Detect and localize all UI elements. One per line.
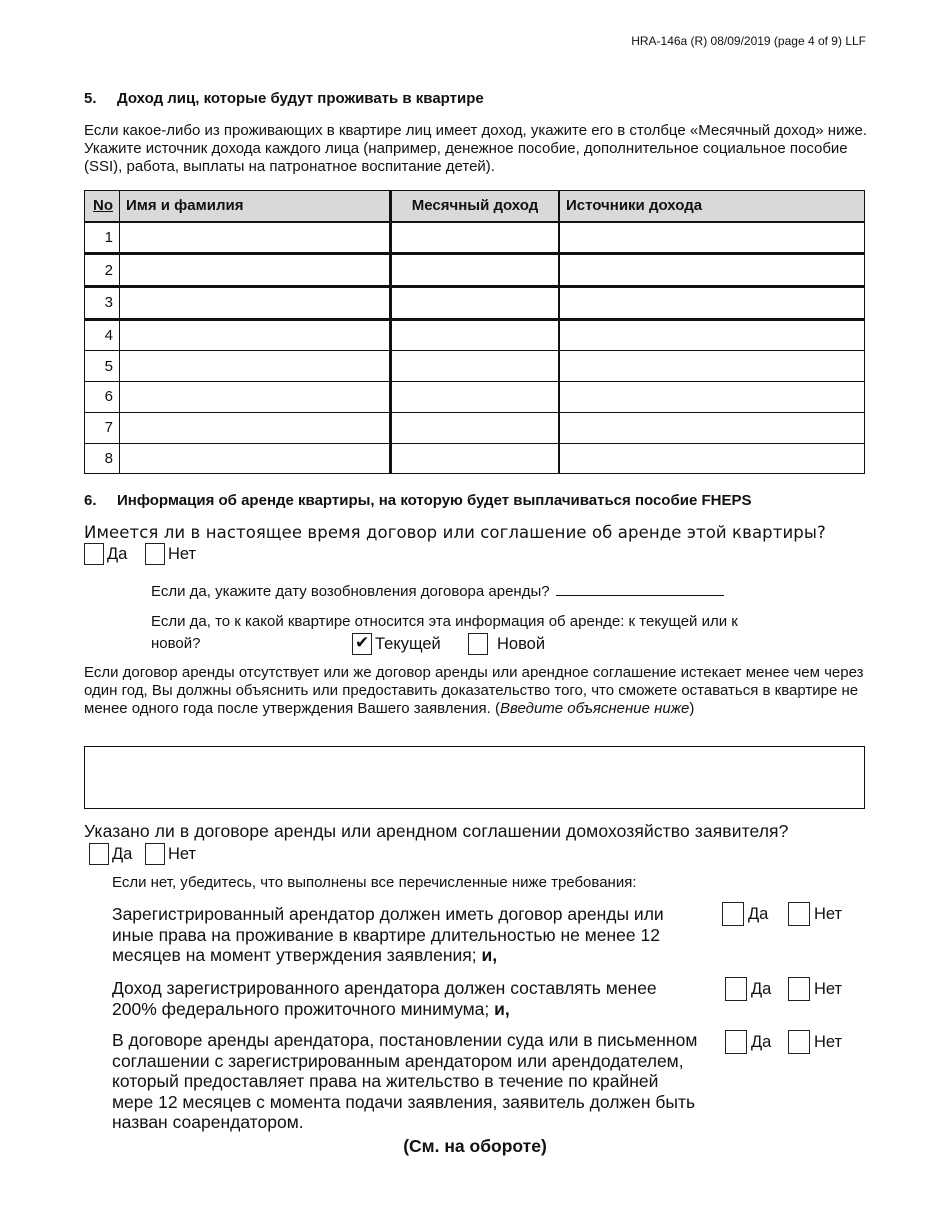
requirement-3-yes-option[interactable] — [725, 1030, 771, 1054]
no-lease-text: Если договор аренды отсутствует или же договор аренды или арендное соглашение истекает менее чем через один год, Вы должны объяснить или предоставить доказательство того, что сможете оставаться в квартире не менее одного года после утверждения Вашего заявления. ( — [84, 664, 864, 717]
income-table-row — [85, 254, 865, 287]
section5-title-text: Доход лиц, которые будут проживать в квартире — [117, 90, 484, 107]
no-lease-explanation-instructions — [84, 664, 874, 718]
section5-intro: Если какое-либо из проживающих в квартире лиц имеет доход, укажите его в столбце «Месячный доход» ниже. Укажите источник дохода каждого лица (например, денежное пособие, дополнительное социальное пособие (SSI), работа, выплаты на патронатное воспитание детей). — [84, 122, 868, 175]
lease-no-label: Нет — [168, 544, 197, 563]
requirement-1-no-checkbox[interactable] — [788, 902, 810, 926]
income-source-cell[interactable] — [559, 319, 865, 351]
name-cell[interactable] — [120, 382, 391, 413]
income-table-row — [85, 222, 865, 254]
requirement-2-no-label: Нет — [814, 979, 843, 998]
income-table-header-row — [85, 191, 865, 222]
section6-title — [84, 492, 751, 509]
row-number: 8 — [85, 443, 120, 474]
name-cell[interactable] — [120, 287, 391, 320]
monthly-income-cell[interactable] — [391, 412, 560, 443]
which-apartment-prompt-line2: новой? — [151, 635, 201, 652]
no-lease-close: ) — [689, 700, 695, 717]
name-cell[interactable] — [120, 351, 391, 382]
requirement-2 — [112, 978, 702, 1019]
requirement-3-no-label: Нет — [814, 1032, 843, 1051]
name-cell[interactable] — [120, 443, 391, 474]
current-apartment-label: Текущей — [375, 634, 441, 653]
see-reverse-note: (См. на обороте) — [403, 1136, 547, 1156]
name-cell[interactable] — [120, 254, 391, 287]
monthly-income-cell[interactable] — [391, 382, 560, 413]
income-table-row — [85, 287, 865, 320]
requirement-2-yes-option[interactable] — [725, 977, 771, 1001]
monthly-income-cell[interactable] — [391, 254, 560, 287]
requirement-1-no-label: Нет — [814, 904, 843, 923]
requirement-1-and: и, — [481, 945, 498, 965]
new-apartment-label: Новой — [497, 634, 546, 653]
col-header-income: Месячный доход — [391, 191, 560, 222]
income-table-row — [85, 412, 865, 443]
lease-yes-label: Да — [107, 544, 128, 563]
lease-no-checkbox[interactable] — [145, 543, 165, 565]
section6-title-text: Информация об аренде квартиры, на которую будет выплачиваться пособие FHEPS — [117, 492, 752, 509]
which-apartment-prompt-line1: Если да, то к какой квартире относится эта информация об аренде: к текущей или к — [151, 613, 738, 630]
requirement-1-yes-label: Да — [748, 904, 769, 923]
lease-yes-option[interactable] — [84, 543, 127, 565]
requirement-1-yes-option[interactable] — [722, 902, 768, 926]
lease-no-option[interactable] — [145, 543, 196, 565]
income-source-cell[interactable] — [559, 222, 865, 254]
requirement-3-yes-checkbox[interactable] — [725, 1030, 747, 1054]
household-yes-checkbox[interactable] — [89, 843, 109, 865]
name-cell[interactable] — [120, 222, 391, 254]
if-not-instructions: Если нет, убедитесь, что выполнены все перечисленные ниже требования: — [112, 874, 637, 891]
explanation-textbox[interactable] — [84, 746, 865, 809]
lease-question: Имеется ли в настоящее время договор или соглашение об аренде этой квартиры? — [84, 523, 826, 542]
household-yes-option[interactable] — [89, 843, 132, 865]
form-code: HRA-146a (R) 08/09/2019 (page 4 of 9) LLF — [631, 34, 866, 48]
requirement-1-yes-checkbox[interactable] — [722, 902, 744, 926]
row-number: 2 — [85, 254, 120, 287]
renewal-date-prompt: Если да, укажите дату возобновления договора аренды? — [151, 583, 550, 600]
income-table-row — [85, 319, 865, 351]
income-source-cell[interactable] — [559, 382, 865, 413]
requirement-2-text: Доход зарегистрированного арендатора должен составлять менее 200% федерального прожиточного минимума; — [112, 978, 657, 1019]
requirement-1-no-option[interactable] — [788, 902, 842, 926]
name-cell[interactable] — [120, 412, 391, 443]
new-apartment-option[interactable] — [468, 633, 545, 655]
requirement-2-no-checkbox[interactable] — [788, 977, 810, 1001]
row-number: 4 — [85, 319, 120, 351]
household-no-option[interactable] — [145, 843, 196, 865]
row-number: 5 — [85, 351, 120, 382]
col-header-sources: Источники дохода — [559, 191, 865, 222]
household-yes-label: Да — [112, 844, 133, 863]
household-no-checkbox[interactable] — [145, 843, 165, 865]
lease-yes-checkbox[interactable] — [84, 543, 104, 565]
income-table-row — [85, 351, 865, 382]
row-number: 6 — [85, 382, 120, 413]
requirement-2-yes-label: Да — [751, 979, 772, 998]
monthly-income-cell[interactable] — [391, 443, 560, 474]
requirement-1 — [112, 904, 702, 966]
row-number: 1 — [85, 222, 120, 254]
income-source-cell[interactable] — [559, 443, 865, 474]
col-header-name: Имя и фамилия — [120, 191, 391, 222]
requirement-3 — [112, 1030, 702, 1133]
requirement-2-and: и, — [494, 998, 510, 1019]
household-no-label: Нет — [168, 844, 197, 863]
current-apartment-checkbox[interactable] — [352, 633, 372, 655]
income-table-row — [85, 443, 865, 474]
requirement-1-text: Зарегистрированный арендатор должен иметь договор аренды или иные права на проживание в квартире длительностью не менее 12 месяцев на момент утверждения заявления; — [112, 904, 664, 965]
renewal-date-row — [151, 581, 851, 601]
income-table — [84, 190, 865, 474]
row-number: 3 — [85, 287, 120, 320]
requirement-2-no-option[interactable] — [788, 977, 842, 1001]
monthly-income-cell[interactable] — [391, 351, 560, 382]
monthly-income-cell[interactable] — [391, 319, 560, 351]
household-question: Указано ли в договоре аренды или арендном соглашении домохозяйство заявителя? — [84, 821, 789, 841]
income-table-row — [85, 382, 865, 413]
col-header-no: No — [85, 191, 120, 222]
requirement-3-yes-label: Да — [751, 1032, 772, 1051]
requirement-3-no-checkbox[interactable] — [788, 1030, 810, 1054]
requirement-3-text: В договоре аренды арендатора, постановлении суда или в письменном соглашении с зарегистрированным арендатором или арендодателем, который предоставляет права на жительство в течение по крайней мере 12 месяцев с момента подачи заявления, заявитель должен быть назван соарендатором. — [112, 1030, 698, 1132]
requirement-2-yes-checkbox[interactable] — [725, 977, 747, 1001]
income-source-cell[interactable] — [559, 287, 865, 320]
monthly-income-cell[interactable] — [391, 287, 560, 320]
no-lease-italic: Введите объяснение ниже — [499, 700, 690, 717]
monthly-income-cell[interactable] — [391, 222, 560, 254]
requirement-3-no-option[interactable] — [788, 1030, 842, 1054]
name-cell[interactable] — [120, 319, 391, 351]
income-source-cell[interactable] — [559, 254, 865, 287]
renewal-date-field[interactable] — [556, 581, 724, 596]
current-apartment-option[interactable] — [352, 633, 441, 655]
income-source-cell[interactable] — [559, 351, 865, 382]
row-number: 7 — [85, 412, 120, 443]
income-source-cell[interactable] — [559, 412, 865, 443]
section5-title — [84, 90, 484, 107]
section5-number: 5. — [84, 90, 97, 107]
new-apartment-checkbox[interactable] — [468, 633, 488, 655]
section6-number: 6. — [84, 492, 97, 509]
